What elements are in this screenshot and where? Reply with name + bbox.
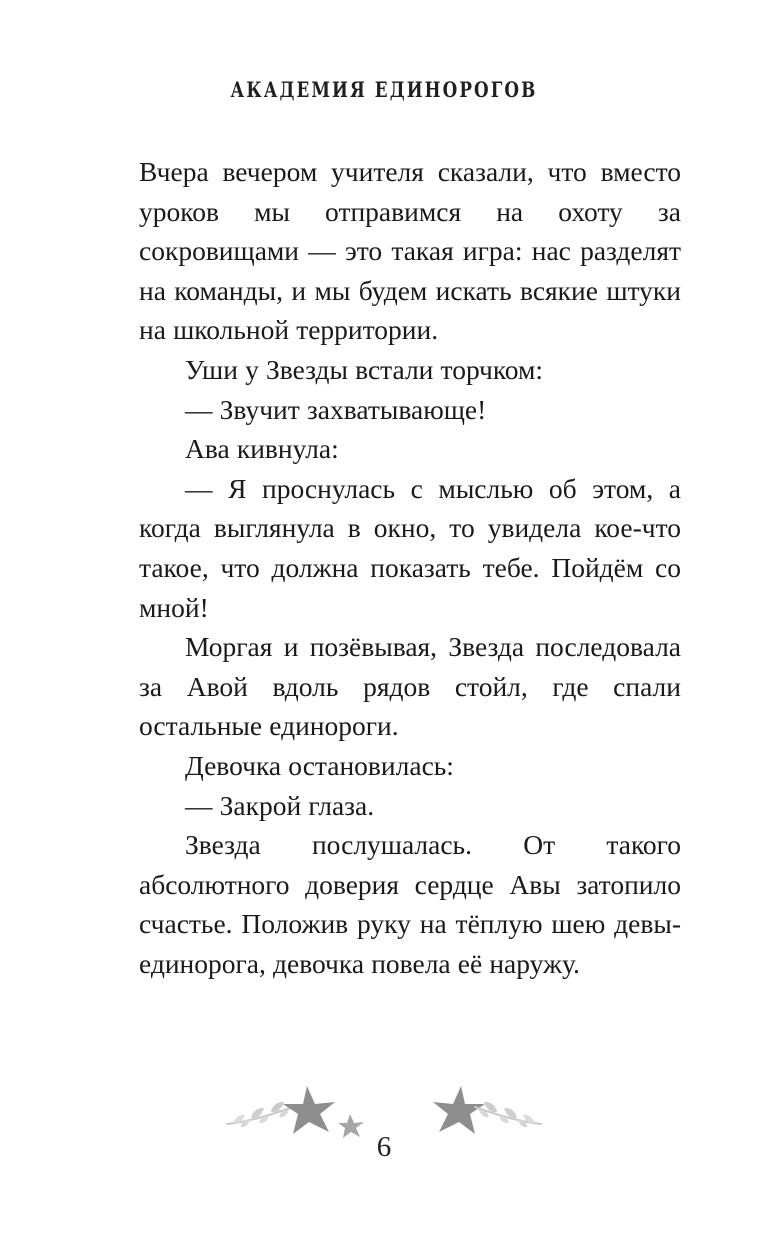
paragraph: — Закрой глаза. xyxy=(185,789,375,821)
paragraph: Девочка остановилась: xyxy=(185,749,454,781)
page-number: 6 xyxy=(376,1131,392,1163)
star-large-right xyxy=(433,1086,485,1134)
paragraph: Звезда послушалась. От такого абсолютного доверия сердце Авы затопило счастье. Положив руку на тёплую шею девы-единорога, девочка повела её наружу. xyxy=(139,829,681,979)
leaf-sprig-right xyxy=(475,1102,541,1127)
paragraph: — Я проснулась с мыслью об этом, а когда выглянула в окно, то увидела кое-что такое, что должна показать тебе. Пойдём со мной! xyxy=(139,472,681,623)
star-large-left xyxy=(283,1086,335,1134)
running-header: АКАДЕМИЯ ЕДИНОРОГОВ xyxy=(230,77,538,102)
body-text-column xyxy=(139,152,681,983)
paragraph: Моргая и позёвывая, Звезда последовала за Авой вдоль рядов стойл, где спали остальные единороги. xyxy=(139,631,681,742)
leaf-sprig-left xyxy=(227,1102,293,1127)
paragraph: Вчера вечером учителя сказали, что вместо уроков мы отправимся на охоту за сокровищами — это такая игра: нас разделят на команды, и мы будем искать всякие штуки на школьной территории. xyxy=(139,156,681,346)
paragraph: — Звучит захватывающе! xyxy=(185,393,487,425)
paragraph: Уши у Звезды встали торчком: xyxy=(185,353,544,385)
paragraph: Ава кивнула: xyxy=(185,433,339,465)
